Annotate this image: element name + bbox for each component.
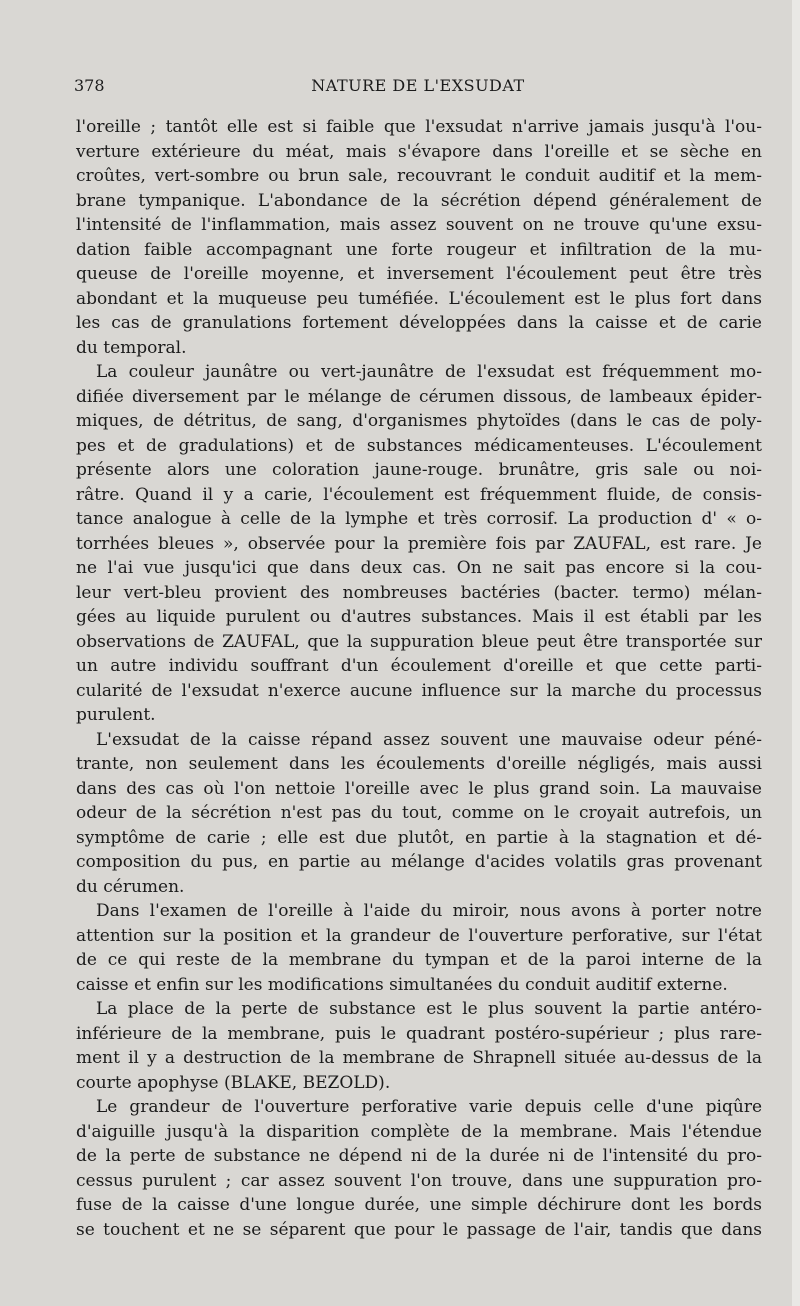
text-line: L'exsudat de la caisse répand assez souvent une mauvaise odeur péné- <box>96 729 762 750</box>
text-line: pes et de gradulations) et de substances médicamenteuses. L'écoulement <box>76 435 762 456</box>
body-text <box>76 115 762 1242</box>
text-line: tance analogue à celle de la lymphe et très corrosif. La production d' « o- <box>76 509 762 529</box>
text-line: de ce qui reste de la membrane du tympan et de la paroi interne de la <box>76 950 762 970</box>
text-line: fuse de la caisse d'une longue durée, une simple déchirure dont les bords <box>76 1195 762 1215</box>
text-line: dans des cas où l'on nettoie l'oreille avec le plus grand soin. La mauvaise <box>76 778 762 799</box>
text-line: du temporal. <box>76 337 187 358</box>
text-line: abondant et la muqueuse peu tuméfiée. L'écoulement est le plus fort dans <box>76 288 762 309</box>
text-line: torrhées bleues », observée pour la première fois par ZAUFAL, est rare. Je <box>76 533 762 554</box>
text-line: l'intensité de l'inflammation, mais assez souvent on ne trouve qu'une exsu- <box>76 215 762 235</box>
text-line: Le grandeur de l'ouverture perforative varie depuis celle d'une piqûre <box>96 1097 762 1117</box>
text-line: attention sur la position et la grandeur de l'ouverture perforative, sur l'état <box>76 925 762 946</box>
text-line: du cérumen. <box>76 876 185 897</box>
text-line: croûtes, vert-sombre ou brun sale, recouvrant le conduit auditif et la mem- <box>76 166 762 186</box>
text-line: brane tympanique. L'abondance de la sécrétion dépend généralement de <box>76 190 762 211</box>
text-line: La place de la perte de substance est le plus souvent la partie antéro- <box>96 999 762 1019</box>
page-header <box>74 76 762 100</box>
text-line: d'aiguille jusqu'à la disparition complète de la membrane. Mais l'étendue <box>76 1121 762 1142</box>
text-line: râtre. Quand il y a carie, l'écoulement est fréquemment fluide, de consis- <box>76 484 762 505</box>
text-line: Dans l'examen de l'oreille à l'aide du miroir, nous avons à porter notre <box>96 901 762 921</box>
text-line: présente alors une coloration jaune-rouge. brunâtre, gris sale ou noi- <box>76 460 762 480</box>
text-line: purulent. <box>76 705 156 725</box>
text-line: caisse et enfin sur les modifications simultanées du conduit auditif externe. <box>76 974 728 995</box>
text-line: de la perte de substance ne dépend ni de la durée ni de l'intensité du pro- <box>76 1146 762 1166</box>
text-line: inférieure de la membrane, puis le quadrant postéro-supérieur ; plus rare- <box>76 1023 762 1044</box>
text-line: ne l'ai vue jusqu'ici que dans deux cas. On ne sait pas encore si la cou- <box>76 558 762 578</box>
text-line: gées au liquide purulent ou d'autres substances. Mais il est établi par les <box>76 607 762 627</box>
text-line: les cas de granulations fortement développées dans la caisse et de carie <box>76 313 762 333</box>
text-line: verture extérieure du méat, mais s'évapore dans l'oreille et se sèche en <box>76 141 762 162</box>
running-title: NATURE DE L'EXSUDAT <box>311 76 525 95</box>
text-line: odeur de la sécrétion n'est pas du tout, comme on le croyait autrefois, un <box>76 803 762 823</box>
scan-edge <box>792 0 800 1306</box>
text-line: La couleur jaunâtre ou vert-jaunâtre de l'exsudat est fréquemment mo- <box>96 362 762 382</box>
text-line: symptôme de carie ; elle est due plutôt, en partie à la stagnation et dé- <box>76 827 762 848</box>
text-line: trante, non seulement dans les écoulements d'oreille négligés, mais aussi <box>76 754 762 774</box>
text-line: se touchent et ne se séparent que pour le passage de l'air, tandis que dans <box>76 1219 762 1240</box>
text-line: ment il y a destruction de la membrane de Shrapnell située au-dessus de la <box>76 1048 762 1068</box>
text-line: cessus purulent ; car assez souvent l'on trouve, dans une suppuration pro- <box>76 1170 762 1191</box>
text-line: l'oreille ; tantôt elle est si faible que l'exsudat n'arrive jamais jusqu'à l'ou- <box>76 117 762 137</box>
text-line: leur vert-bleu provient des nombreuses bactéries (bacter. termo) mélan- <box>76 582 762 603</box>
text-line: dation faible accompagnant une forte rougeur et infiltration de la mu- <box>76 239 762 260</box>
text-line: miques, de détritus, de sang, d'organismes phytoïdes (dans le cas de poly- <box>76 411 762 431</box>
text-line: difiée diversement par le mélange de cérumen dissous, de lambeaux épider- <box>76 386 762 407</box>
text-line: un autre individu souffrant d'un écoulement d'oreille et que cette parti- <box>76 656 762 676</box>
text-line: composition du pus, en partie au mélange d'acides volatils gras provenant <box>76 852 762 872</box>
text-line: observations de ZAUFAL, que la suppuration bleue peut être transportée sur <box>76 631 762 652</box>
text-line: cularité de l'exsudat n'exerce aucune influence sur la marche du processus <box>76 680 762 701</box>
text-line: queuse de l'oreille moyenne, et inversement l'écoulement peut être très <box>76 264 762 284</box>
text-line: courte apophyse (BLAKE, BEZOLD). <box>76 1072 391 1093</box>
page-number: 378 <box>74 76 105 95</box>
